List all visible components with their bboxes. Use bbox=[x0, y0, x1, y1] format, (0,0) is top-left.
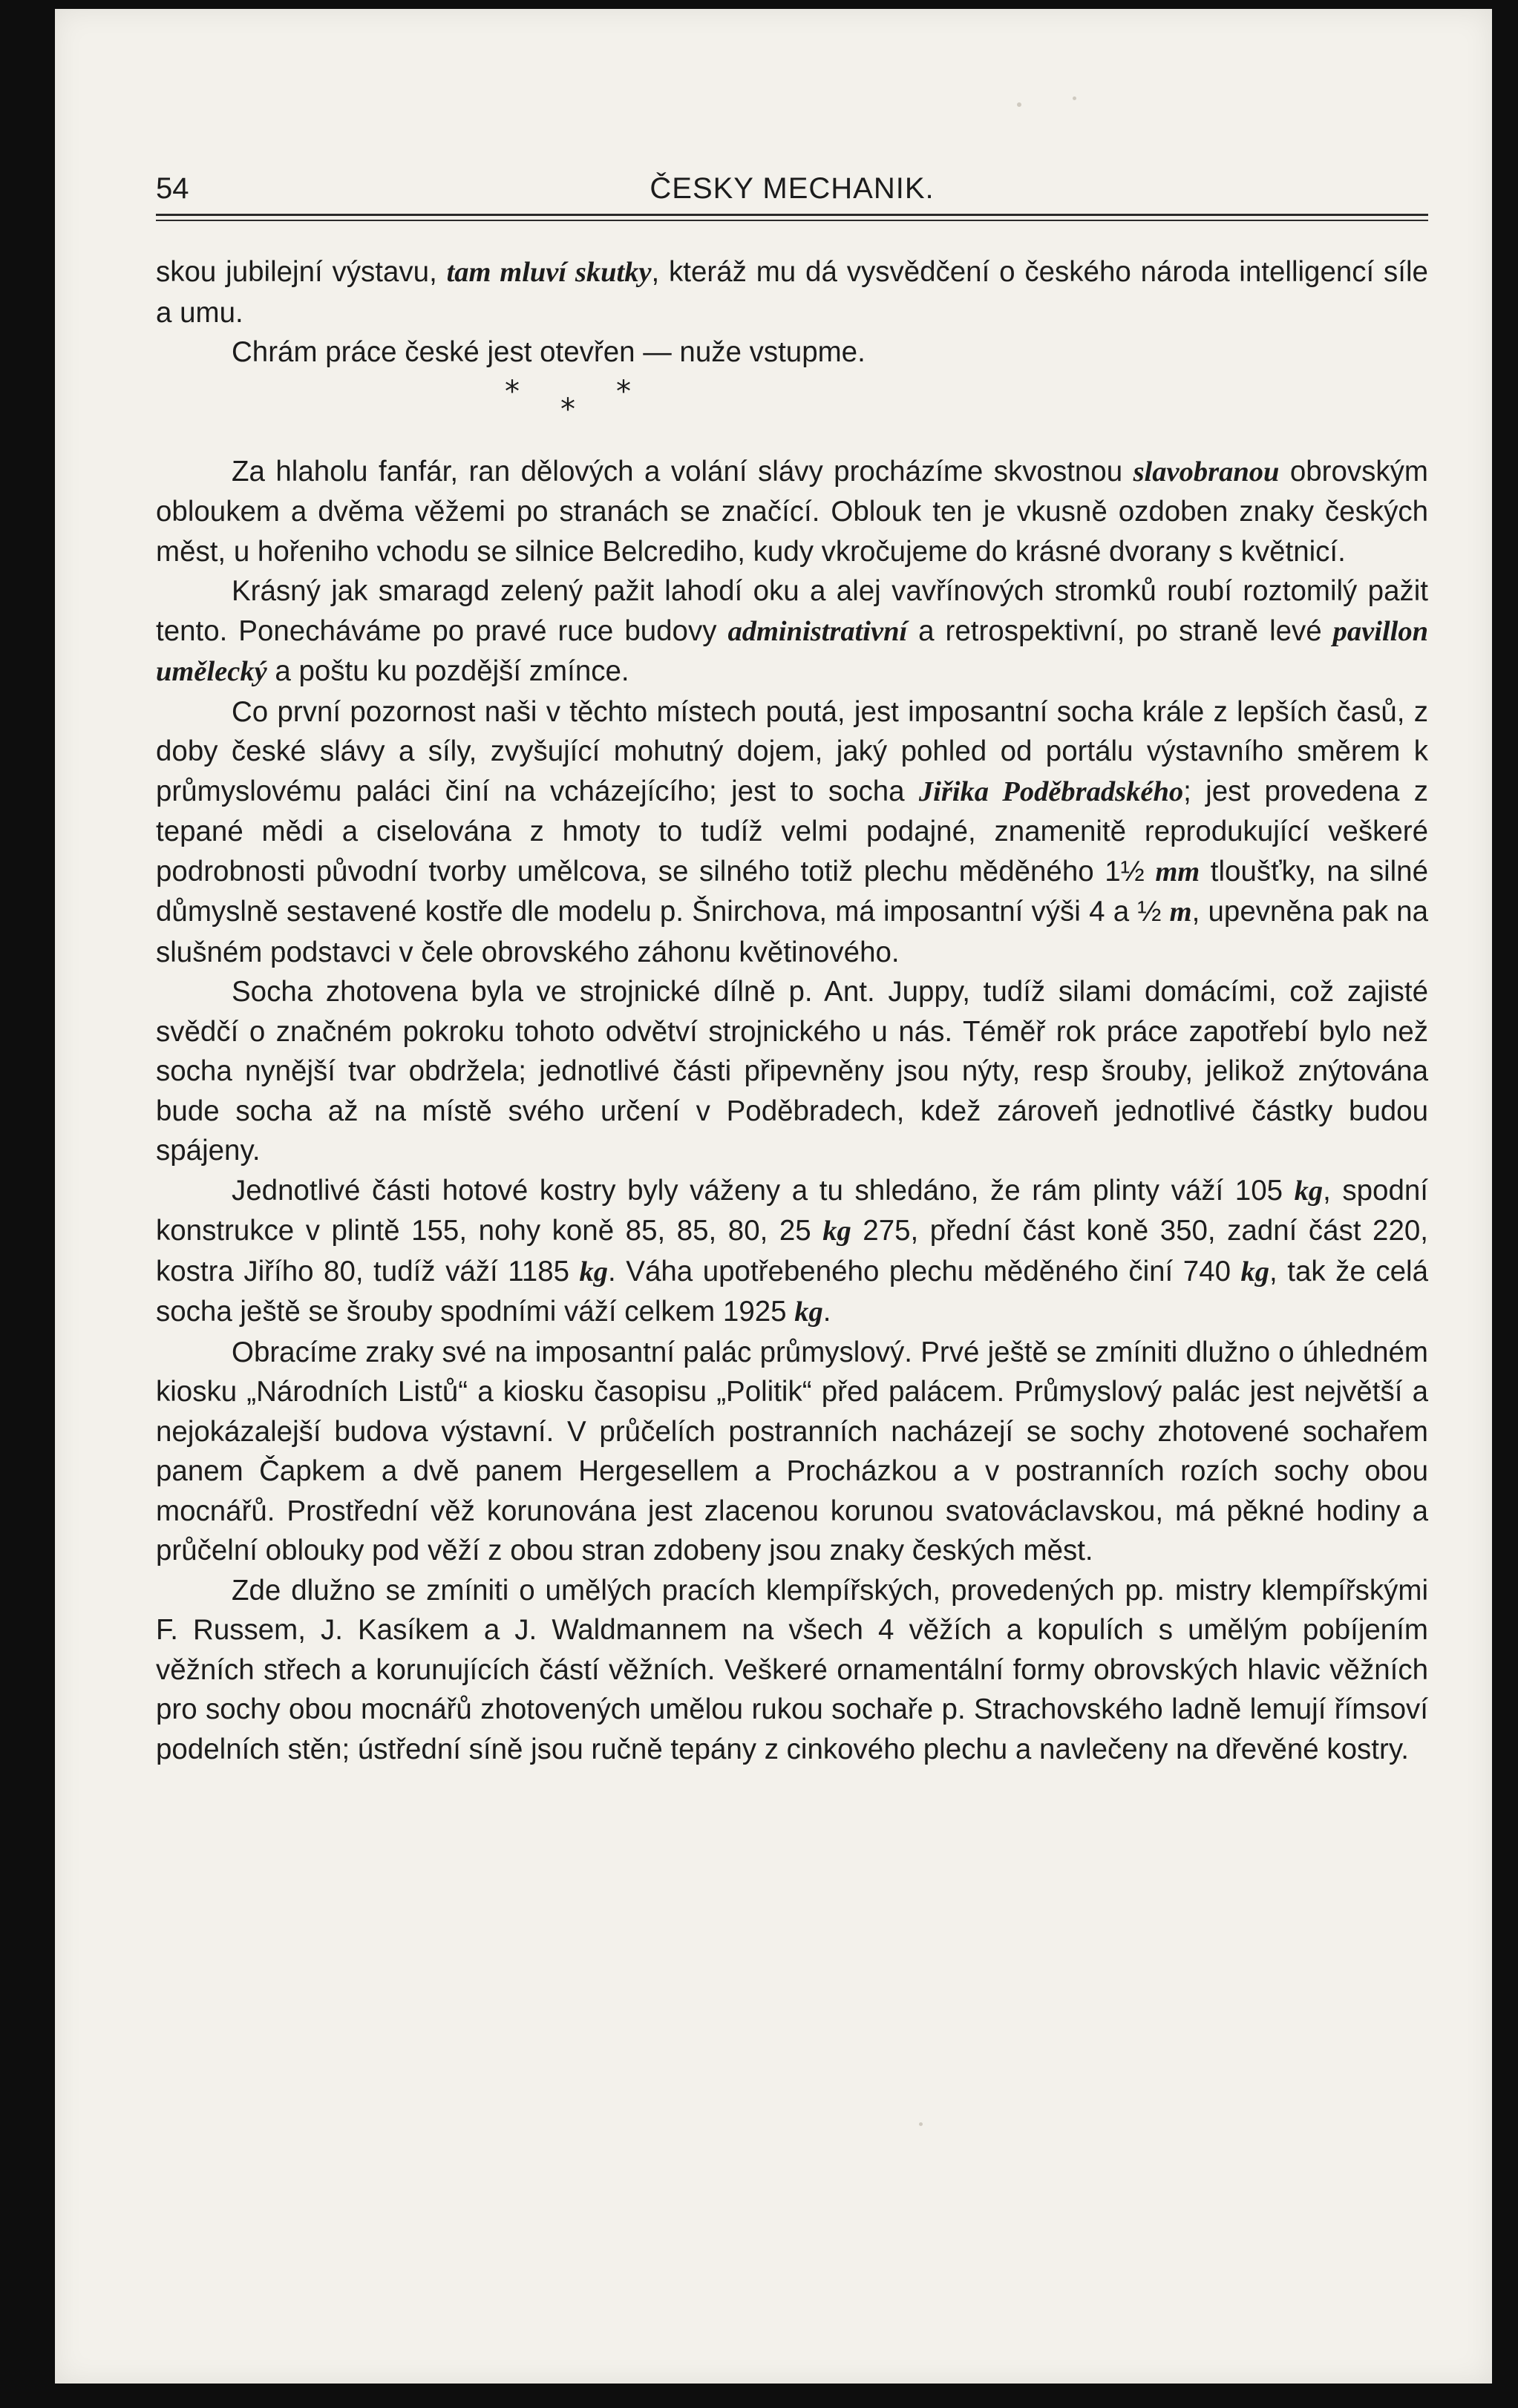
emphasis-text: slavobranou bbox=[1133, 456, 1280, 488]
article-body bbox=[156, 252, 1428, 1769]
emphasis-text: tam mluví skutky bbox=[446, 257, 652, 288]
paragraph bbox=[156, 972, 1428, 1171]
paragraph bbox=[156, 332, 1428, 373]
text-run: a poštu ku pozdější zmínce. bbox=[266, 655, 629, 687]
text-run: obrovským obloukem a dvěma věžemi po stranách se značící. Oblouk ten je vkusně ozdoben znaky českých měst, u hořeniho vchodu se silnice Belcrediho, kudy vkročujeme do krásné dvorany s květnicí. bbox=[156, 455, 1428, 568]
header-rule-thin bbox=[156, 220, 1428, 221]
text-run: tloušťky, na silné důmyslně sestavené kostře dle modelu p. Šnirchova, má imposantní výši 4 a ½ bbox=[156, 855, 1428, 928]
asterisk-glyph: * bbox=[560, 392, 575, 427]
text-run: ; jest provedena z tepané mědi a ciselována z hmoty to tudíž velmi podajné, znamenitě reprodukující veškeré podrobnosti původní tvorby umělcova, se silného totiž plechu měděného 1½ bbox=[156, 775, 1428, 888]
text-run: , upevněna pak na slušném podstavci v čele obrovského záhonu květinového. bbox=[156, 896, 1428, 968]
running-title: ČESKY MECHANIK. bbox=[650, 172, 935, 205]
paragraph bbox=[156, 571, 1428, 692]
text-run: a retrospektivní, po straně levé bbox=[907, 614, 1333, 647]
page-header bbox=[156, 172, 1428, 217]
text-run: skou jubilejní výstavu, bbox=[156, 256, 447, 288]
emphasis-text: kg bbox=[1240, 1256, 1270, 1287]
emphasis-text: administrativní bbox=[727, 615, 908, 647]
text-run: Jednotlivé části hotové kostry byly váženy a tu shledáno, že rám plinty váží 105 bbox=[232, 1174, 1295, 1207]
emphasis-text: pavillon umělecký bbox=[156, 615, 1428, 687]
paper-speck bbox=[919, 2122, 923, 2126]
text-run: , spodní konstrukce v plintě 155, nohy koně 85, 85, 80, 25 bbox=[156, 1174, 1428, 1247]
section-divider-asterisks bbox=[156, 373, 1428, 452]
text-run: Zde dlužno se zmíniti o umělých pracích klempířských, provedených pp. mistry klempířskými F. Russem, J. Kasíkem a J. Waldmannem na všech 4 věžích a kopulích s umělým pobíjením věžních střech a korunujících částí věžních. Veškeré ornamentální formy obrovských hlavic věžních pro sochy obou mocnářů zhotovených umělou rukou sochaře p. Strachovského ladně lemují římsoví podelních stěn; ústřední síně jsou ručně tepány z cinkového plechu a navlečeny na dřevěné kostry. bbox=[156, 1574, 1428, 1765]
emphasis-text: kg bbox=[794, 1296, 823, 1328]
text-run: Za hlaholu fanfár, ran dělových a volání slávy procházíme skvostnou bbox=[232, 455, 1133, 488]
text-run: . Váha upotřebeného plechu měděného činí 740 bbox=[608, 1255, 1241, 1287]
text-run: Krásný jak smaragd zelený pažit lahodí oku a alej vavřínových stromků roubí roztomilý pažit tento. Ponecháváme po pravé ruce budovy bbox=[156, 575, 1428, 647]
paragraph bbox=[156, 1171, 1428, 1333]
text-run: Co první pozornost naši v těchto místech poutá, jest imposantní socha krále z lepších časů, z doby české slávy a síly, zvyšující mohutný dojem, jaký pohled od portálu výstavního směrem k průmyslovému paláci činí na vcházejícího; jest to socha bbox=[156, 695, 1428, 807]
emphasis-text: kg bbox=[822, 1216, 851, 1247]
text-run: Chrám práce české jest otevřen — nuže vstupme. bbox=[232, 336, 866, 368]
emphasis-text: Jiřika Poděbradského bbox=[918, 775, 1184, 807]
page-number: 54 bbox=[156, 172, 189, 205]
text-run: , tak že celá socha ještě se šrouby spodními váží celkem 1925 bbox=[156, 1255, 1428, 1328]
asterisk-glyph: * bbox=[616, 374, 631, 409]
paper-speck bbox=[1017, 102, 1021, 107]
emphasis-text: m bbox=[1169, 896, 1192, 928]
paragraph bbox=[156, 1571, 1428, 1770]
asterisk-glyph: * bbox=[505, 374, 520, 409]
text-run: . bbox=[822, 1296, 831, 1328]
emphasis-text: mm bbox=[1155, 856, 1200, 888]
text-run: 275, přední část koně 350, zadní část 220, kostra Jiřího 80, tudíž váží 1185 bbox=[156, 1215, 1428, 1287]
text-run: Socha zhotovena byla ve strojnické dílně p. Ant. Juppy, tudíž silami domácími, což zajisté svědčí o značném pokroku tohoto odvětví strojnického u nás. Téměř rok práce zapotřebí bylo než socha nynější tvar obdržela; jednotlivé části připevněny jsou nýty, resp šrouby, jelikož znýtována bude socha až na místě svého určení v Poděbradech, kdež zároveň jednotlivé částky budou spájeny. bbox=[156, 976, 1428, 1167]
paper-speck bbox=[1073, 96, 1076, 100]
emphasis-text: kg bbox=[579, 1256, 609, 1287]
paragraph bbox=[156, 252, 1428, 332]
paragraph bbox=[156, 1333, 1428, 1571]
header-rule bbox=[156, 214, 1428, 216]
emphasis-text: kg bbox=[1294, 1175, 1324, 1207]
paragraph bbox=[156, 692, 1428, 973]
paragraph bbox=[156, 452, 1428, 572]
text-run: , kteráž mu dá vysvědčení o českého národa intelligencí síle a umu. bbox=[156, 256, 1428, 329]
text-run: Obracíme zraky své na imposantní palác průmyslový. Prvé ještě se zmíniti dlužno o úhledném kiosku „Národních Listů“ a kiosku časopisu „Politik“ před palácem. Průmyslový palác jest největší a nejokázalejší budova výstavní. V průčelích postranních nacházejí se sochy zhotovené sochařem panem Čapkem a dvě panem Hergesellem a Procházkou a v postranních rozích sochy obou mocnářů. Prostřední věž korunována jest zlacenou korunou svatováclavskou, má pěkné hodiny a průčelní oblouky pod věží z obou stran zdobeny jsou znaky českých měst. bbox=[156, 1336, 1428, 1566]
